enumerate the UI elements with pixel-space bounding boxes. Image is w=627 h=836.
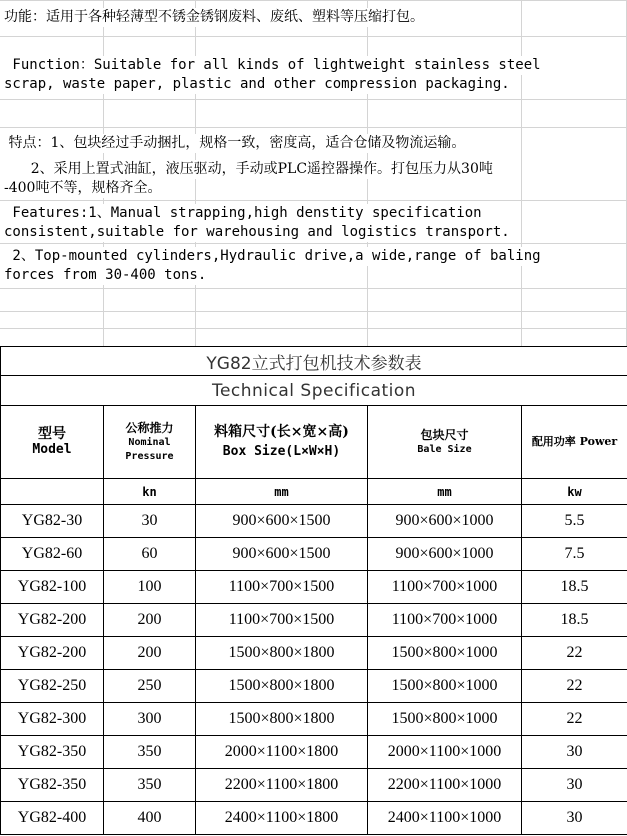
header-pressure <box>104 406 196 479</box>
cell-power: 30 <box>522 802 627 835</box>
cell-pressure: 350 <box>104 769 196 802</box>
function-en-line-1: Function：Suitable for all kinds of lightweight stainless steel <box>4 57 541 73</box>
spec-table-subtitle: Technical Specification <box>1 376 627 406</box>
header-model-cn: 型号 <box>38 426 66 442</box>
header-bale-en: Bale Size <box>417 444 472 455</box>
unit-pressure: kn <box>104 479 196 505</box>
table-row <box>1 736 627 769</box>
cell-pressure: 60 <box>104 538 196 571</box>
unit-model-empty <box>1 479 104 505</box>
cell-bale-size: 1500×800×1000 <box>368 637 522 670</box>
cell-power: 7.5 <box>522 538 627 571</box>
header-model <box>1 406 104 479</box>
cell-model: YG82-250 <box>1 670 104 703</box>
features-en-line-1: Features:1、Manual strapping,high denstity specification <box>4 205 482 221</box>
table-row <box>1 604 627 637</box>
cell-power: 22 <box>522 670 627 703</box>
cell-pressure: 250 <box>104 670 196 703</box>
cell-bale-size: 1100×700×1000 <box>368 604 522 637</box>
table-row <box>1 571 627 604</box>
cell-model: YG82-200 <box>1 604 104 637</box>
cell-power: 18.5 <box>522 571 627 604</box>
cell-power: 5.5 <box>522 505 627 538</box>
cell-bale-size: 2400×1100×1000 <box>368 802 522 835</box>
cell-model: YG82-60 <box>1 538 104 571</box>
cell-bale-size: 2200×1100×1000 <box>368 769 522 802</box>
cell-power: 18.5 <box>522 604 627 637</box>
cell-model: YG82-200 <box>1 637 104 670</box>
cell-bale-size: 1100×700×1000 <box>368 571 522 604</box>
table-row <box>1 769 627 802</box>
unit-box: mm <box>196 479 368 505</box>
cell-pressure: 400 <box>104 802 196 835</box>
cell-pressure: 350 <box>104 736 196 769</box>
header-power <box>522 406 627 479</box>
function-en-line-2: scrap, waste paper, plastic and other compression packaging. <box>4 76 510 92</box>
spec-table-title: YG82立式打包机技术参数表 <box>1 347 627 376</box>
header-bale-size <box>368 406 522 479</box>
cell-box-size: 2400×1100×1800 <box>196 802 368 835</box>
cell-pressure: 30 <box>104 505 196 538</box>
spec-table-unit-row <box>1 479 627 505</box>
cell-pressure: 300 <box>104 703 196 736</box>
cell-model: YG82-30 <box>1 505 104 538</box>
table-row <box>1 505 627 538</box>
function-cn-text: 功能：适用于各种轻薄型不锈金锈钢废料、废纸、塑料等压缩打包。 <box>4 9 424 25</box>
features-en-line-2: consistent,suitable for warehousing and logistics transport. <box>4 224 510 240</box>
header-model-en: Model <box>32 442 72 457</box>
cell-model: YG82-300 <box>1 703 104 736</box>
cell-power: 30 <box>522 769 627 802</box>
header-pressure-cn: 公称推力 <box>125 421 174 435</box>
features-cn-line-1: 特点：1、包块经过手动捆扎，规格一致，密度高，适合仓储及物流运输。 <box>4 135 466 151</box>
cell-box-size: 1500×800×1800 <box>196 670 368 703</box>
cell-box-size: 1100×700×1500 <box>196 571 368 604</box>
cell-power: 22 <box>522 703 627 736</box>
features-cn-line-2: 2、采用上置式油缸，液压驱动，手动或PLC遥控器操作。打包压力从30吨 <box>4 161 493 177</box>
header-bale-cn: 包块尺寸 <box>420 428 469 442</box>
spec-table-title-row <box>1 347 627 376</box>
header-box-cn: 料箱尺寸(长×宽×高) <box>214 424 349 440</box>
table-row <box>1 637 627 670</box>
table-row <box>1 802 627 835</box>
cell-bale-size: 1500×800×1000 <box>368 670 522 703</box>
cell-model: YG82-400 <box>1 802 104 835</box>
cell-bale-size: 900×600×1000 <box>368 538 522 571</box>
cell-box-size: 1500×800×1800 <box>196 637 368 670</box>
cell-bale-size: 1500×800×1000 <box>368 703 522 736</box>
table-row <box>1 538 627 571</box>
cell-bale-size: 2000×1100×1000 <box>368 736 522 769</box>
cell-box-size: 1500×800×1800 <box>196 703 368 736</box>
features-en-line-4: forces from 30-400 tons. <box>4 267 207 283</box>
table-row <box>1 670 627 703</box>
header-pressure-en-2: Pressure <box>125 451 174 462</box>
cell-power: 22 <box>522 637 627 670</box>
header-pressure-en-1: Nominal <box>128 437 171 448</box>
cell-model: YG82-100 <box>1 571 104 604</box>
spec-table-header-row <box>1 406 627 479</box>
spec-table-subtitle-row <box>1 376 627 406</box>
cell-model: YG82-350 <box>1 736 104 769</box>
cell-pressure: 100 <box>104 571 196 604</box>
header-power-label: 配用功率 Power <box>531 435 618 448</box>
cell-bale-size: 900×600×1000 <box>368 505 522 538</box>
cell-pressure: 200 <box>104 604 196 637</box>
features-en-line-3: 2、Top-mounted cylinders,Hydraulic drive,a wide,range of baling <box>4 248 541 264</box>
cell-box-size: 2200×1100×1800 <box>196 769 368 802</box>
cell-box-size: 900×600×1500 <box>196 538 368 571</box>
cell-model: YG82-350 <box>1 769 104 802</box>
unit-bale: mm <box>368 479 522 505</box>
cell-pressure: 200 <box>104 637 196 670</box>
spec-table <box>0 346 627 835</box>
header-box-en: Box Size(L×W×H) <box>222 444 341 459</box>
header-box-size <box>196 406 368 479</box>
cell-box-size: 1100×700×1500 <box>196 604 368 637</box>
unit-power: kw <box>522 479 627 505</box>
table-row <box>1 703 627 736</box>
cell-power: 30 <box>522 736 627 769</box>
cell-box-size: 900×600×1500 <box>196 505 368 538</box>
cell-box-size: 2000×1100×1800 <box>196 736 368 769</box>
features-cn-line-3: -400吨不等，规格齐全。 <box>4 180 162 196</box>
